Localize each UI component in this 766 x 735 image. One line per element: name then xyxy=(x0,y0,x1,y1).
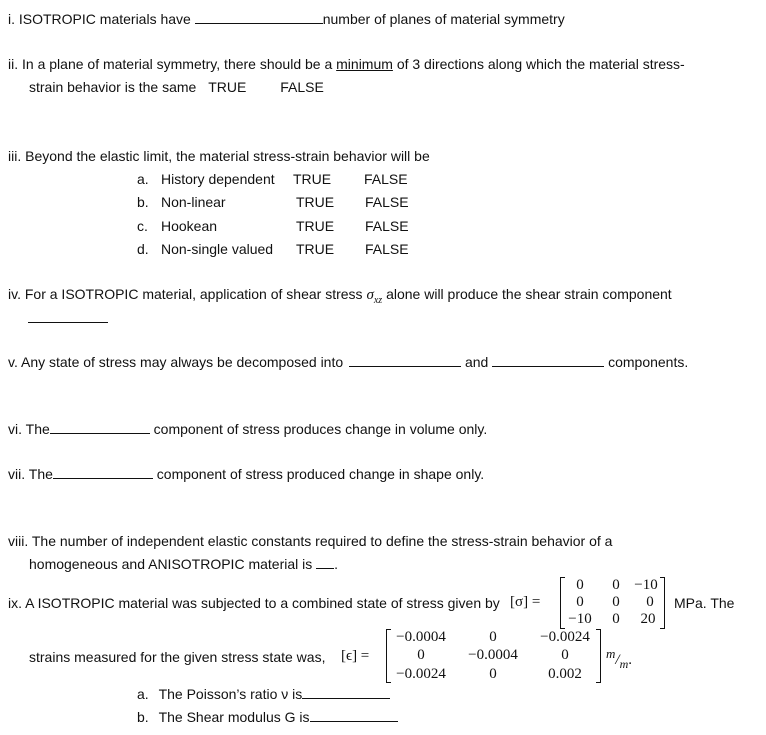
q2-number: ii. xyxy=(8,56,19,72)
q6-text-pre: The xyxy=(25,421,50,437)
stress-m23: 0 xyxy=(646,594,654,610)
q3-item-a-false[interactable]: FALSE xyxy=(364,171,408,187)
strain-m22: −0.0004 xyxy=(468,647,518,663)
q9-strain-unit: $^m/_m$. xyxy=(606,646,632,671)
q2-underlined-word: minimum xyxy=(336,56,393,72)
q1-text-pre: ISOTROPIC materials have xyxy=(18,11,191,27)
q4-text-pre: For a ISOTROPIC material, application of shear stress xyxy=(24,286,363,302)
q4-sigma-symbol: $\sigma_{xz}$ xyxy=(366,287,383,306)
stress-m12: 0 xyxy=(612,577,620,593)
q5-text-post: components. xyxy=(608,354,689,370)
q9-number: ix. xyxy=(8,595,22,611)
q3-number: iii. xyxy=(8,148,22,164)
strain-unit-numerator: m xyxy=(606,646,616,661)
q9-text-pre: A ISOTROPIC material was subjected to a combined state of stress given by xyxy=(25,595,500,611)
q9-part-b xyxy=(137,708,398,726)
question-1 xyxy=(8,10,565,28)
q6-number: vi. xyxy=(8,421,22,437)
q5-text-mid: and xyxy=(464,354,489,370)
stress-m32: 0 xyxy=(612,611,620,627)
q8-number: viii. xyxy=(8,533,29,549)
q2-text-post: of 3 directions along which the material stress- xyxy=(396,56,685,72)
q3-item-a-true[interactable]: TRUE xyxy=(293,171,332,187)
q3-item-c-true[interactable]: TRUE xyxy=(296,218,335,234)
strain-m33: 0.002 xyxy=(548,666,582,682)
strain-unit-dot: . xyxy=(628,652,632,668)
q9-stress-symbol: [σ] = xyxy=(510,594,541,610)
strain-m11: −0.0004 xyxy=(396,629,446,645)
q7-text-post: component of stress produced change in shape only. xyxy=(156,466,485,482)
q1-text-post: number of planes of material symmetry xyxy=(322,11,565,27)
q1-answer-blank[interactable] xyxy=(195,10,323,24)
q9-stress-unit: MPa. The xyxy=(674,595,735,611)
q7-text-pre: The xyxy=(28,466,53,482)
question-8-line-1 xyxy=(8,532,612,550)
q3-text: Beyond the elastic limit, the material stress-strain behavior will be xyxy=(25,148,430,164)
q2-option-false[interactable]: FALSE xyxy=(280,79,324,95)
q5-number: v. xyxy=(8,354,18,370)
stress-m11: 0 xyxy=(576,577,584,593)
q3-item-b-false[interactable]: FALSE xyxy=(365,194,409,210)
q8-answer-blank[interactable] xyxy=(316,555,334,569)
q8-text-line2: homogeneous and ANISOTROPIC material is xyxy=(29,556,313,572)
question-7 xyxy=(8,465,484,483)
q9-part-a-text: The Poisson’s ratio ν is xyxy=(158,686,303,702)
q5-answer-blank-2[interactable] xyxy=(492,353,604,367)
question-2-line-2 xyxy=(29,78,324,96)
question-2-line-1 xyxy=(8,55,685,73)
q3-item-a-letter: a. xyxy=(137,171,149,187)
stress-m13: −10 xyxy=(634,577,658,593)
q2-option-true[interactable]: TRUE xyxy=(208,79,247,95)
stress-m21: 0 xyxy=(576,594,584,610)
q3-item-d-letter: d. xyxy=(137,241,149,257)
q6-text-post: component of stress produces change in volume only. xyxy=(153,421,488,437)
q3-item-d-false[interactable]: FALSE xyxy=(365,241,409,257)
q8-period: . xyxy=(334,556,339,572)
q4-answer-blank[interactable] xyxy=(28,309,108,323)
q5-text-pre: Any state of stress may always be decomposed into xyxy=(20,354,344,370)
strain-m31: −0.0024 xyxy=(396,666,446,682)
q6-answer-blank[interactable] xyxy=(50,420,150,434)
q3-item-b-true[interactable]: TRUE xyxy=(296,194,335,210)
strain-m21: 0 xyxy=(417,647,425,663)
stress-m22: 0 xyxy=(612,594,620,610)
q9-part-a-blank[interactable] xyxy=(302,685,390,699)
q7-answer-blank[interactable] xyxy=(53,465,153,479)
q9-part-a xyxy=(137,685,390,703)
q2-text-line2: strain behavior is the same xyxy=(29,79,197,95)
q3-item-a-text: History dependent xyxy=(161,171,275,187)
question-9 xyxy=(8,594,500,612)
q9-part-b-text: The Shear modulus G is xyxy=(158,709,310,725)
q7-number: vii. xyxy=(8,466,26,482)
q4-sigma-subscript: xz xyxy=(373,295,383,306)
q1-number: i. xyxy=(8,11,15,27)
q4-answer-blank-wrap xyxy=(28,309,108,327)
q2-text-pre: In a plane of material symmetry, there should be a xyxy=(22,56,333,72)
q3-item-c-letter: c. xyxy=(137,218,148,234)
question-8-line-2 xyxy=(29,555,338,573)
question-4 xyxy=(8,285,672,310)
q5-answer-blank-1[interactable] xyxy=(349,353,461,367)
question-6 xyxy=(8,420,487,438)
strain-m32: 0 xyxy=(489,666,497,682)
stress-m31: −10 xyxy=(568,611,592,627)
strain-unit-denominator: m xyxy=(619,657,629,671)
stress-m33: 20 xyxy=(640,611,656,627)
q3-item-d-text: Non-single valued xyxy=(161,241,274,257)
q9-part-b-blank[interactable] xyxy=(310,708,398,722)
q3-item-d-true[interactable]: TRUE xyxy=(296,241,335,257)
question-3-stem xyxy=(8,147,430,165)
q9-part-b-letter: b. xyxy=(137,709,149,725)
strain-m12: 0 xyxy=(489,629,497,645)
q4-number: iv. xyxy=(8,286,21,302)
strain-m13: −0.0024 xyxy=(540,629,590,645)
q3-item-c-text: Hookean xyxy=(161,218,218,234)
q9-strain-symbol: [ϵ] = xyxy=(341,648,370,664)
question-5 xyxy=(8,353,688,371)
q3-item-b-text: Non-linear xyxy=(161,194,226,210)
q9-part-a-letter: a. xyxy=(137,686,149,702)
q3-item-c-false[interactable]: FALSE xyxy=(365,218,409,234)
q4-text-post: alone will produce the shear strain component xyxy=(386,286,672,302)
q3-item-b-letter: b. xyxy=(137,194,149,210)
strain-m23: 0 xyxy=(561,647,569,663)
q9-strain-text: strains measured for the given stress state was, xyxy=(29,649,326,665)
q8-text-line1: The number of independent elastic constants required to define the stress-strain behavior of a xyxy=(31,533,613,549)
